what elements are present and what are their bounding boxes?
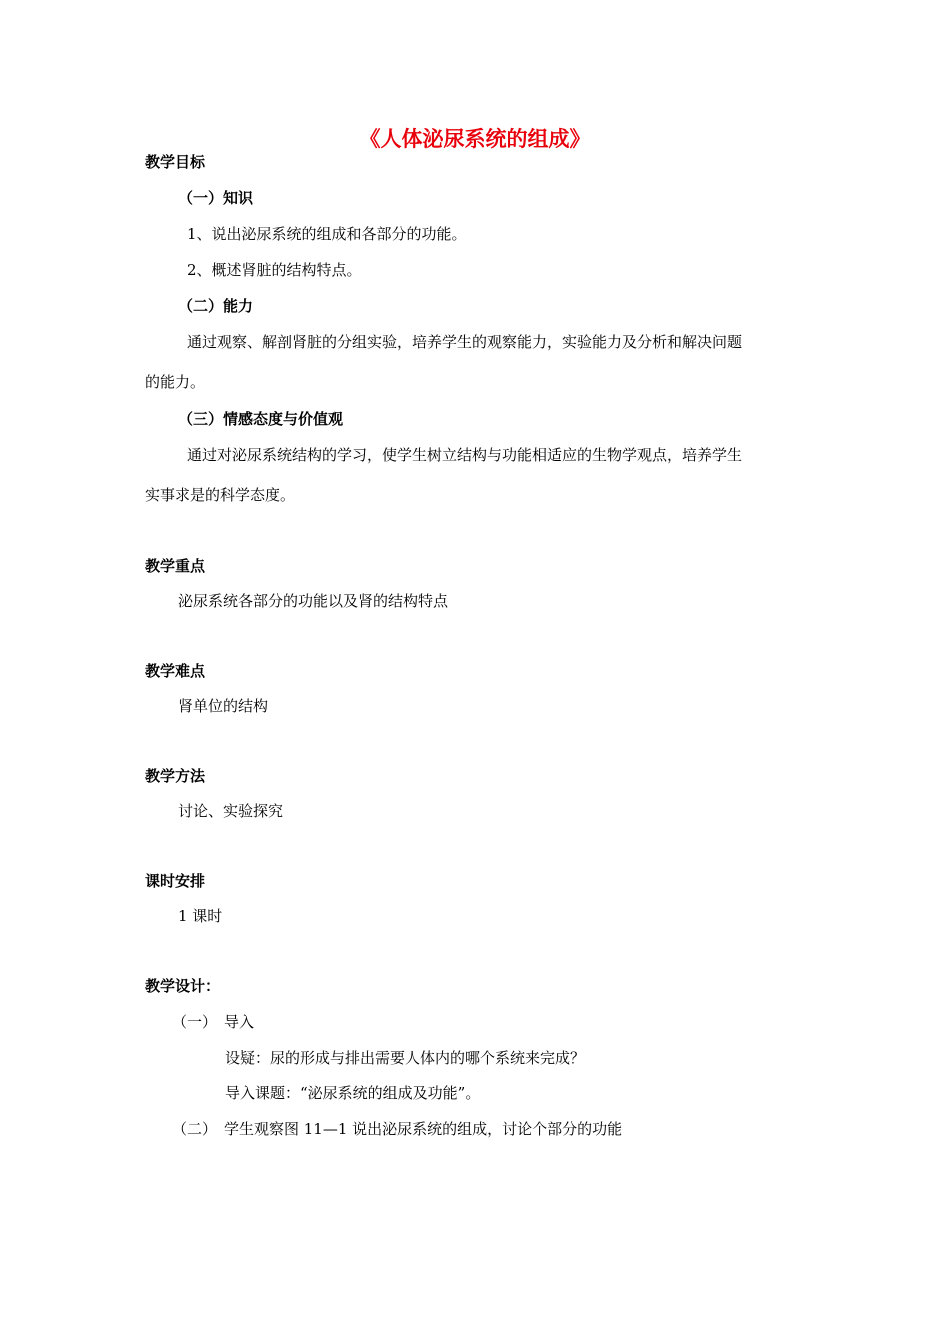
ability-heading: （二）能力 <box>178 297 254 315</box>
design-step-2-number: （二） <box>172 1120 218 1138</box>
design-step-1-line-1: 设疑：尿的形成与排出需要人体内的哪个系统来完成？ <box>225 1049 586 1067</box>
design-heading: 教学设计： <box>145 977 221 995</box>
design-step-1 <box>172 1012 254 1032</box>
key-points-text: 泌尿系统各部分的功能以及肾的结构特点 <box>178 592 449 610</box>
objectives-heading: 教学目标 <box>145 153 206 171</box>
ability-text-line-1: 通过观察、解剖肾脏的分组实验，培养学生的观察能力，实验能力及分析和解决问题 <box>187 333 743 351</box>
schedule-text: 1 课时 <box>178 907 223 925</box>
knowledge-heading: （一）知识 <box>178 189 254 207</box>
attitude-text-line-2: 实事求是的科学态度。 <box>145 486 296 504</box>
ability-text-line-2: 的能力。 <box>145 373 206 391</box>
difficulties-heading: 教学难点 <box>145 662 206 680</box>
design-step-1-number: （一） <box>172 1013 218 1031</box>
difficulties-text: 肾单位的结构 <box>178 697 269 715</box>
methods-heading: 教学方法 <box>145 767 206 785</box>
document-title: 《人体泌尿系统的组成》 <box>359 127 591 151</box>
attitude-text-line-1: 通过对泌尿系统结构的学习，使学生树立结构与功能相适应的生物学观点，培养学生 <box>187 446 743 464</box>
methods-text: 讨论、实验探究 <box>178 802 284 820</box>
key-points-heading: 教学重点 <box>145 557 206 575</box>
schedule-heading: 课时安排 <box>145 872 206 890</box>
attitude-heading: （三）情感态度与价值观 <box>178 410 344 428</box>
design-step-1-label: 导入 <box>224 1013 255 1031</box>
knowledge-item-2: 2、概述肾脏的结构特点。 <box>187 261 362 279</box>
design-step-2-label: 学生观察图 11—1 说出泌尿系统的组成，讨论个部分的功能 <box>224 1120 623 1138</box>
design-step-2 <box>172 1119 622 1139</box>
design-step-1-line-2: 导入课题：“泌尿系统的组成及功能”。 <box>225 1084 481 1102</box>
knowledge-item-1: 1、说出泌尿系统的组成和各部分的功能。 <box>187 225 467 243</box>
